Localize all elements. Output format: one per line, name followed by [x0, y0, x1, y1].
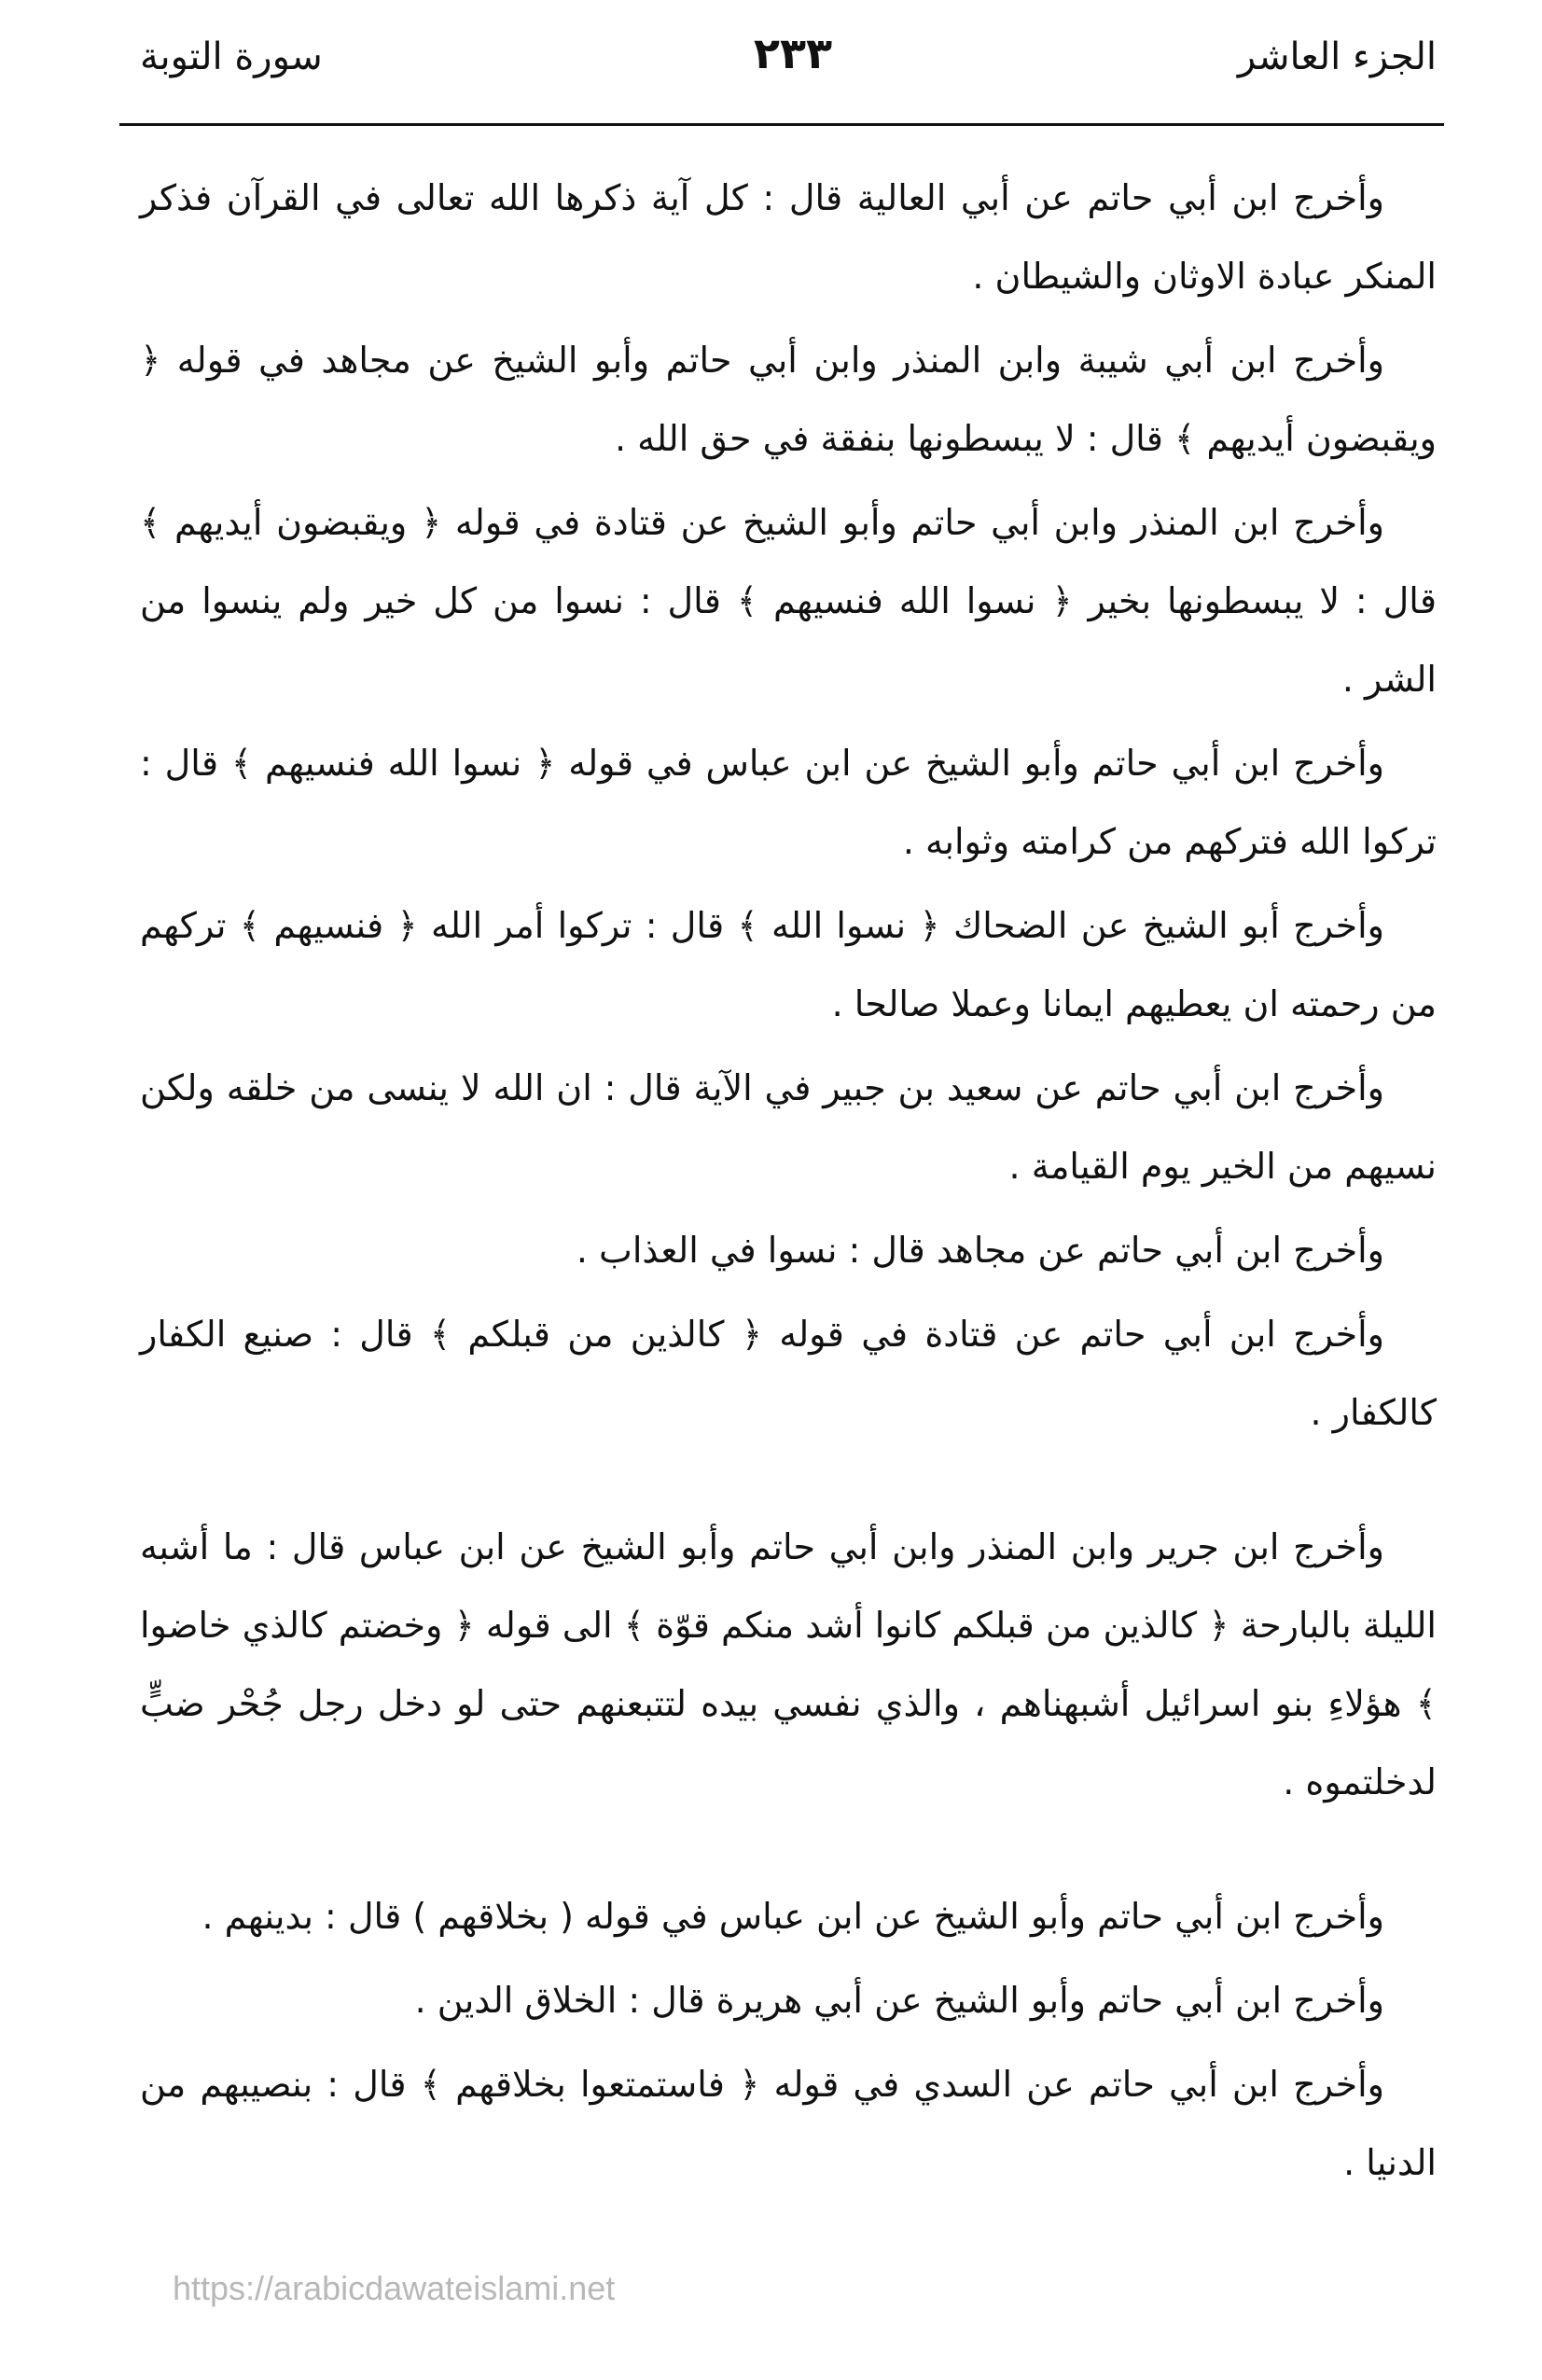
paragraph: وأخرج ابن أبي حاتم وأبو الشيخ عن أبي هريرة قال : الخلاق الدين . — [414, 1980, 1384, 2021]
page-number: ٢٣٣ — [753, 28, 833, 78]
paragraph: وأخرج ابن أبي حاتم عن مجاهد قال : نسوا في العذاب . — [576, 1230, 1384, 1271]
paragraph: وأخرج ابن أبي شيبة وابن المنذر وابن أبي حاتم وأبو الشيخ عن مجاهد في قوله ﴿ ويقبضون أيديهم ﴾ قال : لا يبسطونها بنفقة في حق الله . — [140, 340, 1437, 459]
page-body — [140, 159, 1437, 2207]
paragraph: وأخرج ابن أبي حاتم عن أبي العالية قال : كل آية ذكرها الله تعالى في القرآن فذكر المنكر عبادة الاوثان والشيطان . — [140, 177, 1437, 297]
paragraph: وأخرج ابن المنذر وابن أبي حاتم وأبو الشيخ عن قتادة في قوله ﴿ ويقبضون أيديهم ﴾ قال : لا يبسطونها بخير ﴿ نسوا الله فنسيهم ﴾ قال : نسوا من كل خير ولم ينسوا من الشر . — [140, 502, 1437, 700]
surah-title: سورة التوبة — [140, 35, 323, 78]
juz-title: الجزء العاشر — [1237, 35, 1437, 78]
running-header — [140, 28, 1437, 103]
paragraph: وأخرج ابن أبي حاتم عن السدي في قوله ﴿ فاستمتعوا بخلاقهم ﴾ قال : بنصيبهم من الدنيا . — [140, 2064, 1437, 2183]
paragraph: وأخرج ابن أبي حاتم وأبو الشيخ عن ابن عباس في قوله ﴿ نسوا الله فنسيهم ﴾ قال : تركوا الله فتركهم من كرامته وثوابه . — [140, 743, 1437, 862]
paragraph: وأخرج ابن أبي حاتم وأبو الشيخ عن ابن عباس في قوله ( بخلاقهم ) قال : بدينهم . — [201, 1896, 1384, 1937]
paragraph: وأخرج ابن أبي حاتم عن قتادة في قوله ﴿ كالذين من قبلكم ﴾ قال : صنيع الكفار كالكفار . — [140, 1314, 1437, 1433]
paragraph: وأخرج ابن جرير وابن المنذر وابن أبي حاتم وأبو الشيخ عن ابن عباس قال : ما أشبه الليلة بالبارحة ﴿ كالذين من قبلكم كانوا أشد منكم قوّة ﴾ الى قوله ﴿ وخضتم كالذي خاضوا ﴾ هؤلاءِ بنو اسرائيل أشبهناهم ، والذي نفسي بيده لتتبعنهم حتى لو دخل رجل جُحْر ضبٍّ لدخلتموه . — [140, 1526, 1437, 1802]
paragraph: وأخرج أبو الشيخ عن الضحاك ﴿ نسوا الله ﴾ قال : تركوا أمر الله ﴿ فنسيهم ﴾ تركهم من رحمته ان يعطيهم ايمانا وعملا صالحا . — [140, 905, 1437, 1024]
paragraph: وأخرج ابن أبي حاتم عن سعيد بن جبير في الآية قال : ان الله لا ينسى من خلقه ولكن نسيهم من الخير يوم القيامة . — [140, 1067, 1437, 1187]
watermark-url: https://arabicdawateislami.net — [173, 2269, 616, 2307]
header-divider — [119, 123, 1444, 126]
